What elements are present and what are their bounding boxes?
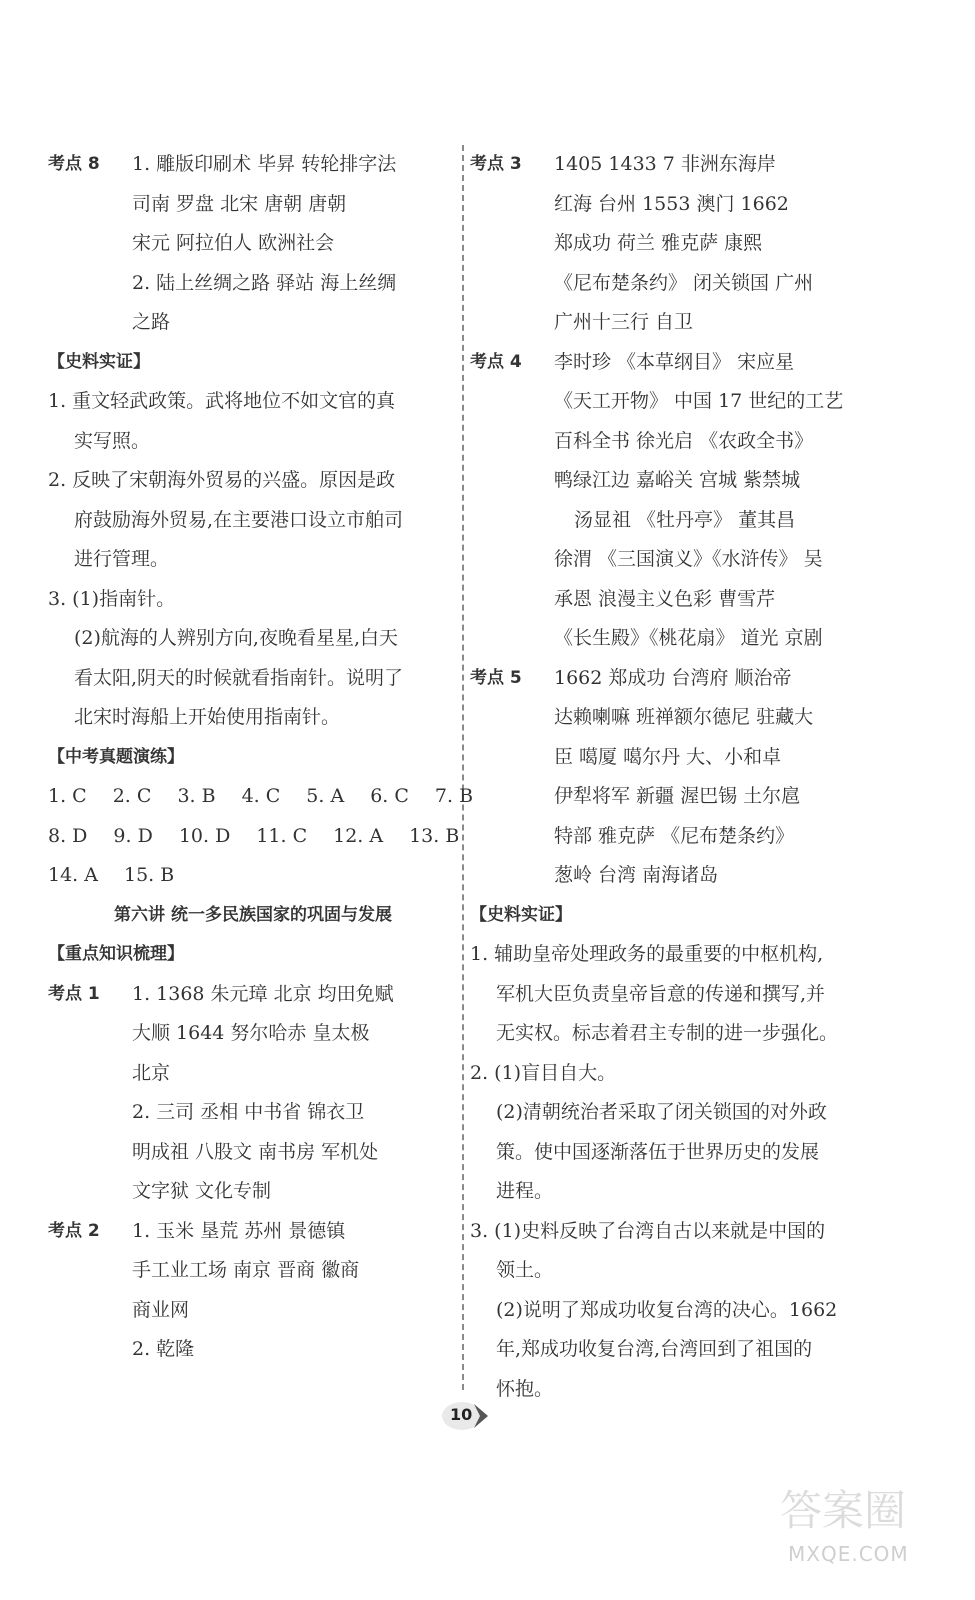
paragraph-line: 军机大臣负责皇帝旨意的传递和撰写,并 <box>496 982 826 1005</box>
kaodian-5-line-1 <box>470 659 890 699</box>
kaodian-text: 1. 玉米 垦荒 苏州 景德镇 <box>132 1219 346 1242</box>
paragraph-line: 实写照。 <box>74 429 151 452</box>
kaodian-8-line-1 <box>48 145 458 185</box>
kaodian-text: 《天工开物》 中国 17 世纪的工艺 <box>554 390 844 412</box>
paragraph-line: 3. (1)指南针。 <box>48 587 176 610</box>
kaodian-text: 承恩 浪漫主义色彩 曹雪芹 <box>554 587 776 610</box>
paragraph-line: 1. 辅助皇帝处理政务的最重要的中枢机构, <box>470 943 824 965</box>
kaodian-text: 明成祖 八股文 南书房 军机处 <box>132 1140 379 1163</box>
section-heading: 【史料实证】 <box>470 904 572 925</box>
kaodian-1-line-2 <box>48 1014 458 1054</box>
kaodian-2-line-3 <box>48 1291 458 1331</box>
kaodian-3-line-2 <box>470 185 890 225</box>
kaodian-3-line-1 <box>470 145 890 185</box>
kaodian-text: 广州十三行 自卫 <box>554 311 694 333</box>
answer-item: 11. C <box>256 824 308 847</box>
kaodian-4-line-1 <box>470 343 890 383</box>
kaodian-3-line-3 <box>470 224 890 264</box>
kaodian-label: 考点 5 <box>470 667 522 688</box>
paragraph-line: 进行管理。 <box>74 548 170 570</box>
answer-row <box>48 856 458 896</box>
kaodian-4-line-7 <box>470 580 890 620</box>
kaodian-4-line-2 <box>470 382 890 422</box>
kaodian-5-line-4 <box>470 777 890 817</box>
paragraph-line: (2)清朝统治者采取了闭关锁国的对外政 <box>496 1101 827 1123</box>
page-number: 10 <box>450 1405 473 1424</box>
section-heading: 【史料实证】 <box>48 351 150 372</box>
kaodian-text: 特部 雅克萨 《尼布楚条约》 <box>554 824 795 847</box>
kaodian-text: 1662 郑成功 台湾府 顺治帝 <box>554 666 792 689</box>
paragraph-line: 北宋时海船上开始使用指南针。 <box>74 706 341 728</box>
kaodian-4-line-3 <box>470 422 890 462</box>
kaodian-8-line-4 <box>48 264 458 304</box>
kaodian-4-line-4 <box>470 461 890 501</box>
page-number-badge <box>440 1400 498 1432</box>
answer-row <box>48 817 458 857</box>
kaodian-text: 1405 1433 7 非洲东海岸 <box>554 153 776 175</box>
kaodian-8-line-2 <box>48 185 458 225</box>
kaodian-5-line-5 <box>470 817 890 857</box>
kaodian-text: 2. 陆上丝绸之路 驿站 海上丝绸 <box>132 271 397 294</box>
answer-item: 1. C <box>48 785 87 807</box>
paragraph-line: 无实权。标志着君主专制的进一步强化。 <box>496 1022 839 1044</box>
watermark <box>770 1480 960 1590</box>
paragraph-line: 2. 反映了宋朝海外贸易的兴盛。原因是政 <box>48 469 396 491</box>
answer-item: 2. C <box>112 785 152 807</box>
kaodian-text: 百科全书 徐光启 《农政全书》 <box>554 429 814 452</box>
right-column <box>470 145 890 1409</box>
paragraph-line: 年,郑成功收复台湾,台湾回到了祖国的 <box>496 1338 813 1360</box>
kaodian-label: 考点 8 <box>48 154 100 174</box>
answer-item: 14. A <box>48 864 98 886</box>
kaodian-label: 考点 1 <box>48 983 100 1004</box>
kaodian-1-line-1 <box>48 975 458 1015</box>
kaodian-text: 手工业工场 南京 晋商 徽商 <box>132 1259 360 1281</box>
kaodian-text: 徐渭 《三国演义》《水浒传》 吴 <box>554 548 823 570</box>
kaodian-text: 2. 三司 丞相 中书省 锦衣卫 <box>132 1101 365 1123</box>
watermark-logo-text: 答案圈 <box>780 1486 907 1535</box>
kaodian-label: 考点 3 <box>470 154 522 174</box>
kaodian-text: 2. 乾隆 <box>132 1338 195 1360</box>
column-divider <box>462 145 464 1390</box>
kaodian-text: 伊犁将军 新疆 渥巴锡 土尔扈 <box>554 785 801 807</box>
kaodian-label: 考点 2 <box>48 1220 100 1241</box>
kaodian-text: 宋元 阿拉伯人 欧洲社会 <box>132 232 335 254</box>
kaodian-text: 《长生殿》《桃花扇》 道光 京剧 <box>554 627 823 649</box>
paragraph-line: 领土。 <box>496 1259 554 1281</box>
kaodian-2-line-4 <box>48 1330 458 1370</box>
answer-item: 7. B <box>434 785 474 807</box>
kaodian-text: 司南 罗盘 北宋 唐朝 唐朝 <box>132 192 347 215</box>
kaodian-text: 达赖喇嘛 班禅额尔德尼 驻藏大 <box>554 706 814 728</box>
kaodian-text: 商业网 <box>132 1298 190 1321</box>
answer-item: 5. A <box>306 785 345 807</box>
section-heading: 【中考真题演练】 <box>48 746 184 767</box>
paragraph-line: 3. (1)史料反映了台湾自古以来就是中国的 <box>470 1219 826 1242</box>
kaodian-text: 红海 台州 1553 澳门 1662 <box>554 192 789 215</box>
left-column <box>48 145 474 1370</box>
answer-row <box>48 777 474 817</box>
kaodian-2-line-2 <box>48 1251 458 1291</box>
kaodian-1-line-3 <box>48 1054 458 1094</box>
kaodian-2-line-1 <box>48 1212 458 1252</box>
kaodian-1-line-6 <box>48 1172 458 1212</box>
kaodian-text: 《尼布楚条约》 闭关锁国 广州 <box>554 271 814 294</box>
paragraph-line: 策。使中国逐渐落伍于世界历史的发展 <box>496 1140 820 1163</box>
paragraph-line: 看太阳,阴天的时候就看指南针。说明了 <box>74 666 404 689</box>
kaodian-4-line-8 <box>470 619 890 659</box>
answer-item: 12. A <box>333 824 384 847</box>
kaodian-1-line-4 <box>48 1093 458 1133</box>
kaodian-text: 臣 噶厦 噶尔丹 大、小和卓 <box>554 745 782 768</box>
kaodian-text: 汤显祖 《牡丹亭》 董其昌 <box>574 508 796 531</box>
paragraph-line: 府鼓励海外贸易,在主要港口设立市舶司 <box>74 508 404 531</box>
kaodian-text: 1. 雕版印刷术 毕昇 转轮排字法 <box>132 153 397 175</box>
answer-item: 13. B <box>409 824 460 847</box>
kaodian-5-line-3 <box>470 738 890 778</box>
kaodian-8-line-5 <box>48 303 458 343</box>
answer-item: 6. C <box>370 785 409 807</box>
paragraph-line: (2)说明了郑成功收复台湾的决心。1662 <box>496 1298 838 1321</box>
kaodian-text: 郑成功 荷兰 雅克萨 康熙 <box>554 232 763 254</box>
kaodian-text: 李时珍 《本草纲目》 宋应星 <box>554 350 795 373</box>
kaodian-5-line-2 <box>470 698 890 738</box>
kaodian-3-line-4 <box>470 264 890 304</box>
kaodian-4-line-6 <box>470 540 890 580</box>
kaodian-text: 大顺 1644 努尔哈赤 皇太极 <box>132 1022 370 1044</box>
kaodian-5-line-6 <box>470 856 890 896</box>
answer-item: 3. B <box>177 785 216 807</box>
watermark-text: MXQE.COM <box>788 1542 909 1566</box>
kaodian-text: 葱岭 台湾 南海诸岛 <box>554 864 719 886</box>
section-heading: 【重点知识梳理】 <box>48 944 184 964</box>
paragraph-line: 进程。 <box>496 1180 554 1202</box>
kaodian-text: 1. 1368 朱元璋 北京 均田免赋 <box>132 982 394 1005</box>
kaodian-text: 之路 <box>132 311 171 333</box>
watermark-logo-icon <box>770 1480 960 1540</box>
kaodian-text: 文字狱 文化专制 <box>132 1180 272 1202</box>
kaodian-text: 鸭绿江边 嘉峪关 宫城 紫禁城 <box>554 469 801 491</box>
answer-item: 8. D <box>48 824 88 847</box>
answer-item: 15. B <box>123 864 175 886</box>
kaodian-1-line-5 <box>48 1133 458 1173</box>
paragraph-line: (2)航海的人辨别方向,夜晚看星星,白天 <box>74 627 398 649</box>
lecture-title: 第六讲 统一多民族国家的巩固与发展 <box>114 904 392 925</box>
kaodian-4-line-5 <box>470 501 890 541</box>
answer-item: 9. D <box>113 824 153 847</box>
answer-item: 10. D <box>178 824 231 847</box>
kaodian-label: 考点 4 <box>470 351 522 372</box>
kaodian-text: 北京 <box>132 1061 171 1084</box>
paragraph-line: 1. 重文轻武政策。武将地位不如文官的真 <box>48 390 396 412</box>
kaodian-3-line-5 <box>470 303 890 343</box>
kaodian-8-line-3 <box>48 224 458 264</box>
answer-item: 4. C <box>241 785 281 807</box>
paragraph-line: 怀抱。 <box>496 1377 554 1400</box>
paragraph-line: 2. (1)盲目自大。 <box>470 1061 617 1084</box>
